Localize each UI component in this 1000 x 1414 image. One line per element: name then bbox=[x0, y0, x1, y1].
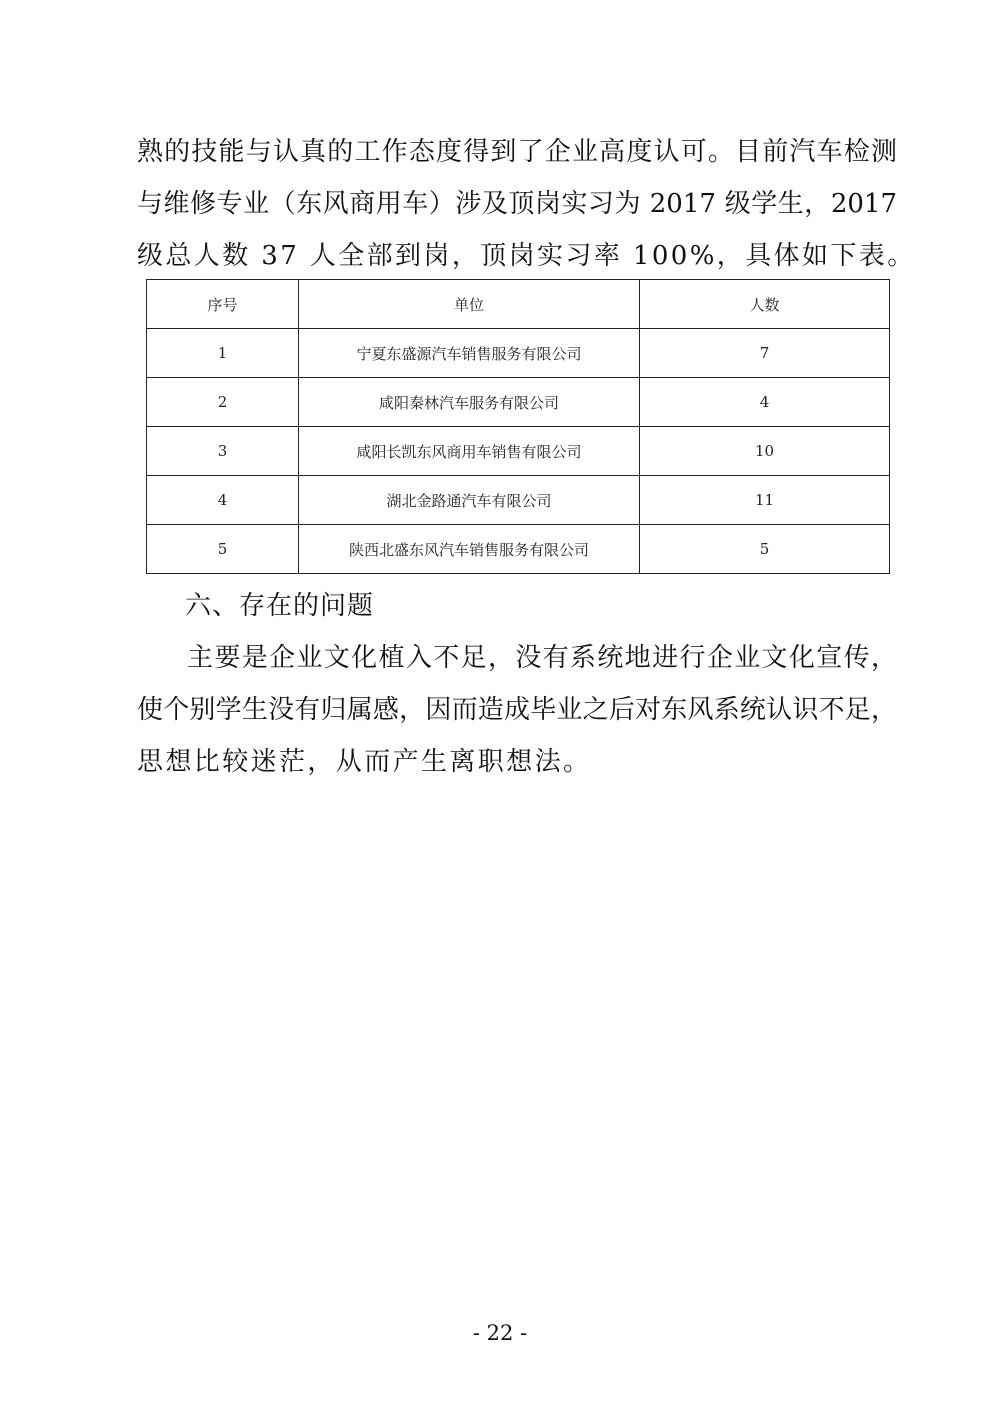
row-count: 5 bbox=[640, 525, 890, 574]
problem-line-2: 使个别学生没有归属感，因而造成毕业之后对东风系统认识不足， bbox=[137, 695, 897, 725]
row-index: 1 bbox=[147, 329, 299, 378]
row-index: 5 bbox=[147, 525, 299, 574]
intro-line-1: 熟的技能与认真的工作态度得到了企业高度认可。目前汽车检测 bbox=[137, 137, 897, 167]
table-row bbox=[147, 427, 890, 476]
row-count: 7 bbox=[640, 329, 890, 378]
intro-paragraph bbox=[137, 126, 916, 282]
row-unit: 咸阳长凯东风商用车销售有限公司 bbox=[299, 427, 640, 476]
table-row bbox=[147, 378, 890, 427]
page-number: - 22 - bbox=[472, 1321, 528, 1345]
problem-paragraph bbox=[137, 632, 897, 788]
header-unit: 单位 bbox=[299, 280, 640, 329]
table-row bbox=[147, 329, 890, 378]
intro-line-2: 与维修专业（东风商用车）涉及顶岗实习为 2017 级学生，2017 bbox=[137, 189, 897, 219]
row-count: 4 bbox=[640, 378, 890, 427]
table-row bbox=[147, 525, 890, 574]
problem-line-3: 思想比较迷茫，从而产生离职想法。 bbox=[137, 747, 592, 777]
header-index: 序号 bbox=[147, 280, 299, 329]
row-index: 2 bbox=[147, 378, 299, 427]
row-count: 10 bbox=[640, 427, 890, 476]
row-index: 3 bbox=[147, 427, 299, 476]
row-unit: 咸阳秦林汽车服务有限公司 bbox=[299, 378, 640, 427]
intro-line-3: 级总人数 37 人全部到岗，顶岗实习率 100%，具体如下表。 bbox=[137, 241, 916, 271]
row-unit: 宁夏东盛源汽车销售服务有限公司 bbox=[299, 329, 640, 378]
table-row bbox=[147, 476, 890, 525]
table-header-row bbox=[147, 280, 890, 329]
row-unit: 湖北金路通汽车有限公司 bbox=[299, 476, 640, 525]
section-heading: 六、存在的问题 bbox=[185, 591, 375, 621]
problem-line-1: 主要是企业文化植入不足，没有系统地进行企业文化宣传， bbox=[187, 643, 897, 673]
row-index: 4 bbox=[147, 476, 299, 525]
internship-units-table bbox=[146, 279, 890, 574]
row-unit: 陕西北盛东风汽车销售服务有限公司 bbox=[299, 525, 640, 574]
header-count: 人数 bbox=[640, 280, 890, 329]
row-count: 11 bbox=[640, 476, 890, 525]
